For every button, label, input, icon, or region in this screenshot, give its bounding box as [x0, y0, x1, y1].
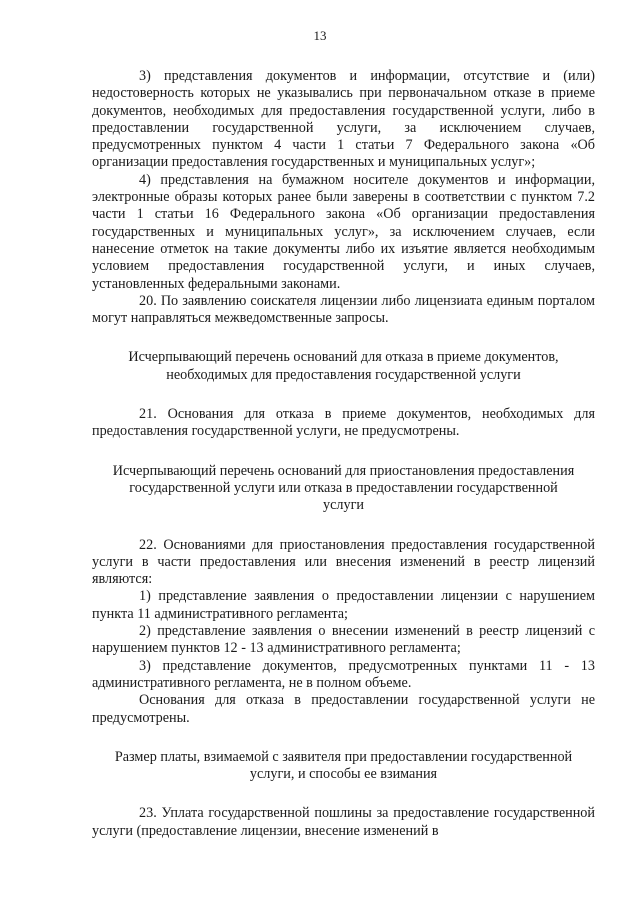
paragraph-22-item-3: 3) представление документов, предусмотренных пунктами 11 - 13 административного регламента, не в полном объеме.	[92, 657, 595, 691]
paragraph-3: 3) представления документов и информации, отсутствие и (или) недостоверность которых не указывались при первоначальном отказе в приеме документов, необходимых для предоставления государственной услуги, либо в предоставлении государственной услуги, за исключением случаев, предусмотренных пунктом 4 части 1 статьи 7 Федерального закона «Об организации предоставления государственных и муниципальных услуг»;	[92, 68, 595, 171]
section-heading-refusal-acceptance: Исчерпывающий перечень оснований для отказа в приеме документов, необходимых для предоставления государственной услуги	[128, 349, 559, 383]
paragraph-21: 21. Основания для отказа в приеме документов, необходимых для предоставления государственной услуги, не предусмотрены.	[92, 406, 595, 440]
paragraph-22-refusal: Основания для отказа в предоставлении государственной услуги не предусмотрены.	[92, 692, 595, 726]
section-heading-fee: Размер платы, взимаемой с заявителя при предоставлении государственной услуги, и способы ее взимания	[114, 748, 573, 783]
paragraph-4: 4) представления на бумажном носителе документов и информации, электронные образы которых ранее были заверены в соответствии с пунктом 7.2 части 1 статьи 16 Федерального закона «Об организации предоставления государственных и муниципальных услуг», за исключением случаев, если нанесение отметок на такие документы либо их изъятие является необходимым условием предоставления государственной услуги, и иных случаев, установленных федеральными законами.	[92, 171, 595, 292]
paragraph-22-item-2: 2) представление заявления о внесении изменений в реестр лицензий с нарушением пунктов 12 - 13 административного регламента;	[92, 623, 595, 657]
paragraph-22: 22. Основаниями для приостановления предоставления государственной услуги в части предоставления или внесения изменений в реестр лицензий являются:	[92, 536, 595, 588]
page-number: 13	[313, 28, 327, 43]
paragraph-23: 23. Уплата государственной пошлины за предоставление государственной услуги (предоставление лицензии, внесение изменений в	[92, 805, 595, 839]
section-heading-suspension: Исчерпывающий перечень оснований для приостановления предоставления государственной услуги или отказа в предоставлении государственной услуги	[112, 462, 575, 514]
paragraph-22-item-1: 1) представление заявления о предоставлении лицензии с нарушением пункта 11 административного регламента;	[92, 588, 595, 622]
paragraph-20: 20. По заявлению соискателя лицензии либо лицензиата единым порталом могут направляться межведомственные запросы.	[92, 292, 595, 327]
document-body	[92, 68, 595, 840]
